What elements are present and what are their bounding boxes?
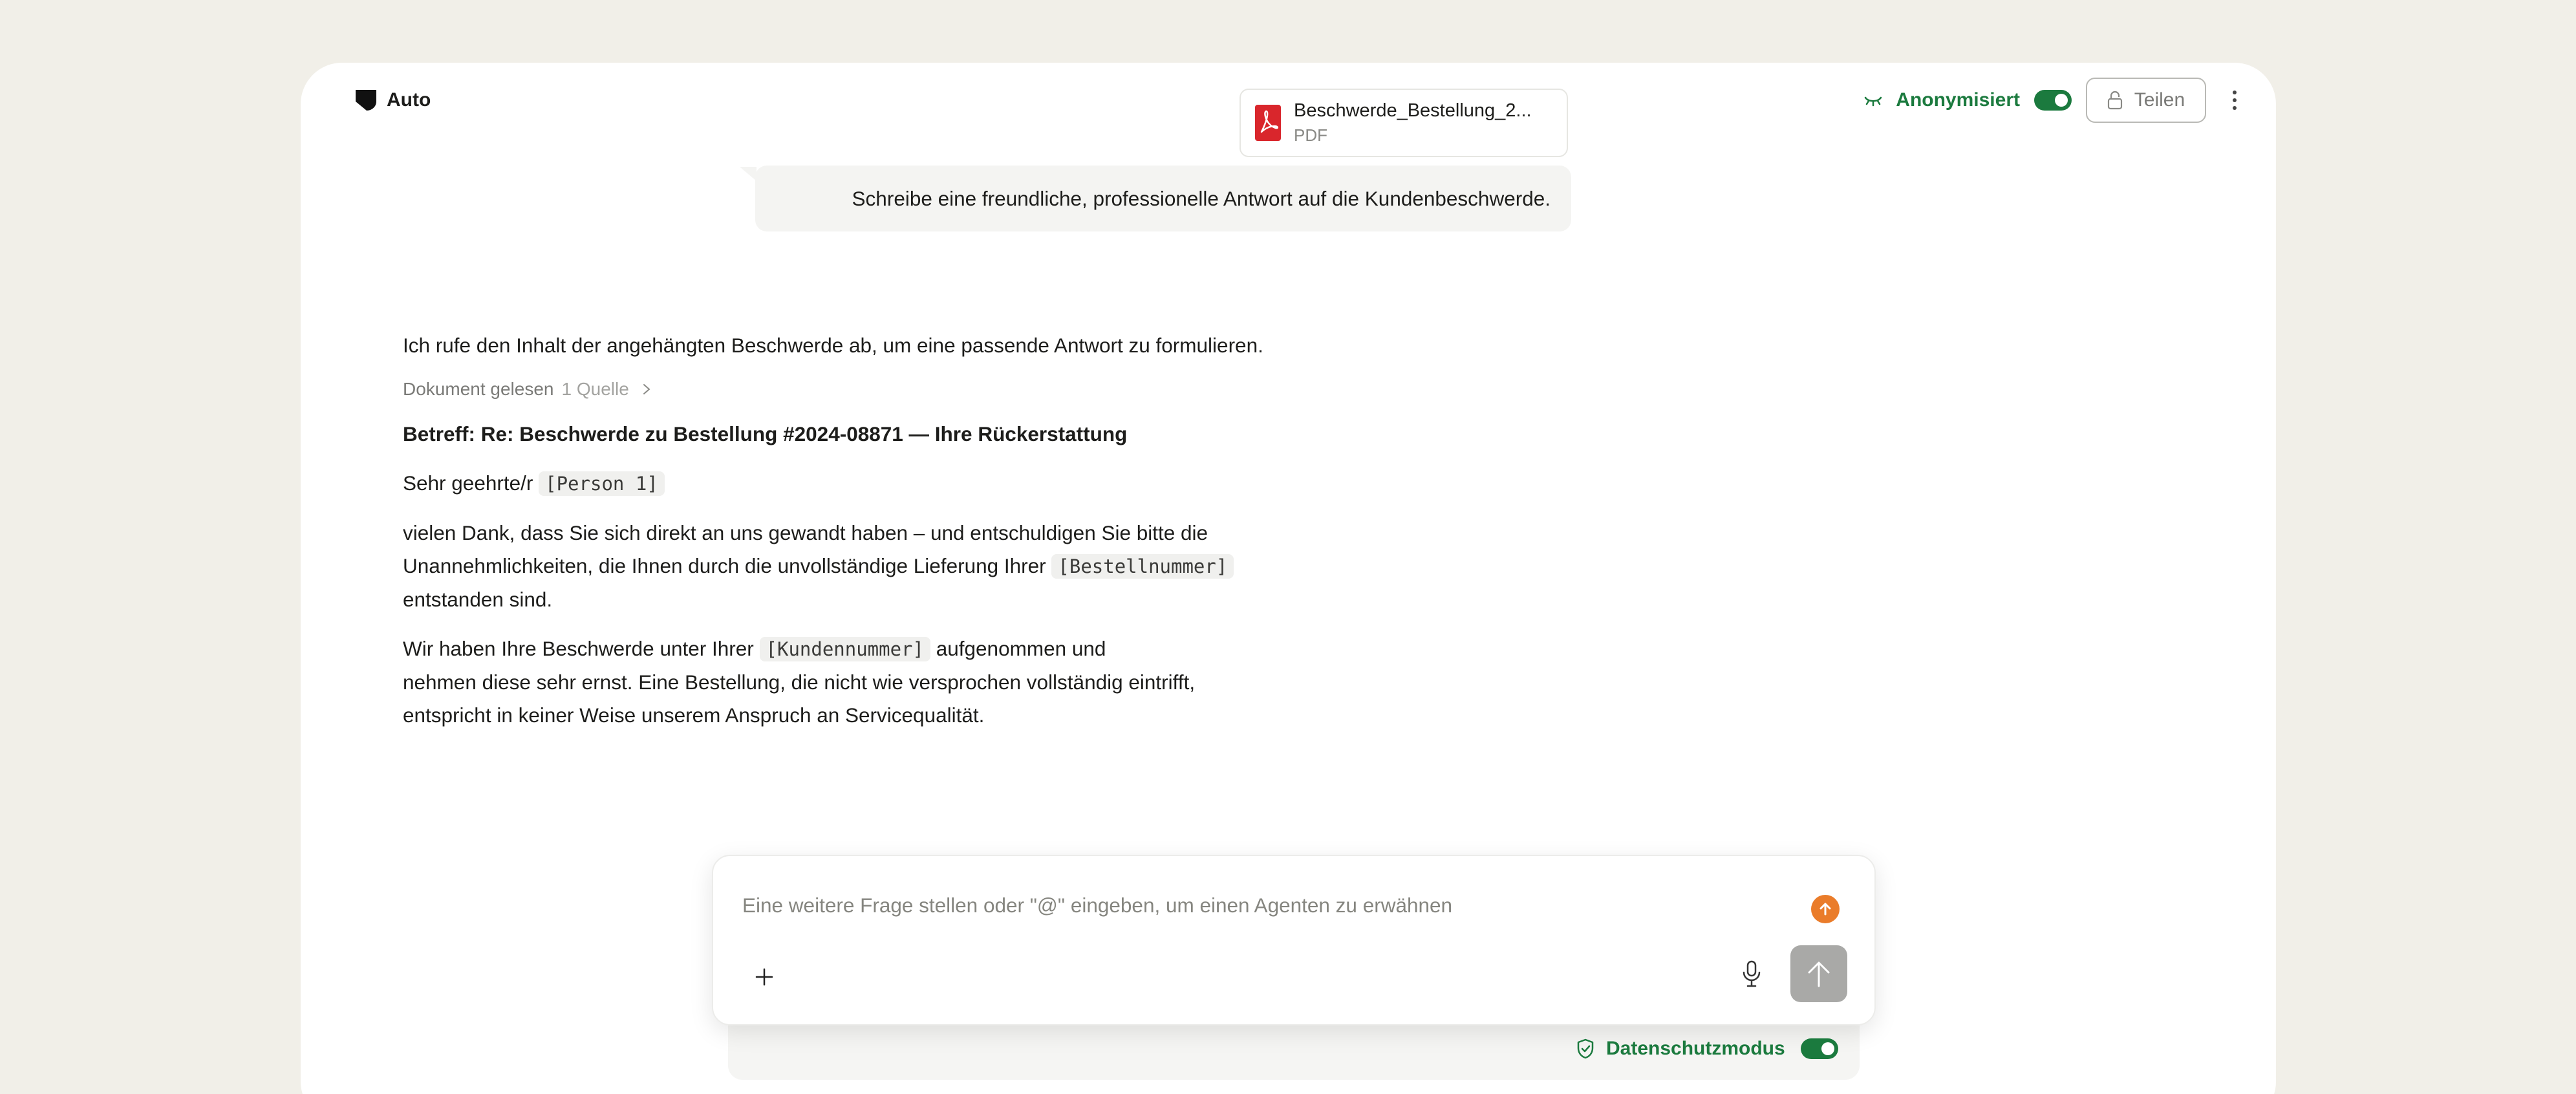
greeting-text: Sehr geehrte/r — [403, 471, 533, 495]
attachment-name: Beschwerde_Bestellung_2... — [1294, 100, 1532, 121]
microphone-icon[interactable] — [1741, 960, 1762, 988]
message-input[interactable] — [742, 894, 1777, 917]
paragraph-2-text-d: entspricht in keiner Weise unserem Anspruch an Servicequalität. — [403, 703, 985, 727]
paragraph-2-text-b: aufgenommen und — [936, 637, 1106, 660]
send-icon — [1806, 959, 1832, 989]
model-label: Auto — [387, 89, 431, 111]
model-selector[interactable] — [354, 89, 431, 112]
eye-closed-icon — [1863, 92, 1883, 108]
shield-check-icon — [1576, 1038, 1594, 1059]
attachment-card[interactable] — [1240, 89, 1568, 157]
attachment-type: PDF — [1294, 125, 1327, 145]
email-paragraph-2 — [403, 632, 1321, 732]
message-bubble-tail — [740, 167, 757, 181]
privacy-label: Datenschutzmodus — [1606, 1038, 1785, 1059]
user-message: Schreibe eine freundliche, professionelle Antwort auf die Kundenbeschwerde. — [755, 166, 1571, 231]
email-paragraph-1 — [403, 517, 1321, 616]
token-customer-number: [Kundennummer] — [760, 637, 930, 661]
header-actions — [1863, 77, 2237, 123]
plus-icon[interactable] — [755, 967, 774, 987]
token-person: [Person 1] — [539, 471, 665, 496]
pdf-icon — [1255, 105, 1281, 141]
source-toggle[interactable] — [403, 376, 1321, 402]
paragraph-2-text-c: nehmen diese sehr ernst. Eine Bestellung, die nicht wie versprochen vollständig eintrifft, — [403, 670, 1196, 694]
source-count: 1 Quelle — [561, 379, 629, 399]
agent-badge[interactable] — [1811, 895, 1840, 923]
lock-icon — [2107, 91, 2123, 110]
token-order-number: [Bestellnummer] — [1051, 554, 1234, 579]
privacy-toggle[interactable] — [1801, 1038, 1838, 1059]
anonymized-toggle[interactable] — [2034, 90, 2072, 111]
email-greeting — [403, 467, 1321, 500]
arrow-up-icon — [1818, 901, 1832, 917]
logo-icon — [354, 89, 378, 112]
message-composer — [712, 855, 1876, 1025]
share-button[interactable] — [2086, 78, 2206, 123]
paragraph-1-text-b: entstanden sind. — [403, 588, 553, 611]
paragraph-2-text-a: Wir haben Ihre Beschwerde unter Ihrer — [403, 637, 754, 660]
chevron-right-icon — [642, 383, 651, 395]
paragraph-1-text-a: vielen Dank, dass Sie sich direkt an uns gewandt haben – und entschuldigen Sie bitte die Unannehmlichkeiten, die Ihnen durch die unvollständige Lieferung Ihrer — [403, 521, 1208, 577]
source-label: Dokument gelesen — [403, 379, 554, 399]
anonymized-label: Anonymisiert — [1896, 89, 2020, 111]
share-label: Teilen — [2134, 89, 2185, 111]
more-vertical-icon[interactable] — [2232, 89, 2237, 111]
privacy-mode — [1576, 1038, 1838, 1060]
assistant-intro: Ich rufe den Inhalt der angehängten Beschwerde ab, um eine passende Antwort zu formulieren. — [403, 334, 1263, 357]
email-subject: Betreff: Re: Beschwerde zu Bestellung #2024-08871 — Ihre Rückerstattung — [403, 422, 1128, 445]
assistant-message — [403, 329, 1321, 732]
send-button[interactable] — [1790, 945, 1847, 1002]
